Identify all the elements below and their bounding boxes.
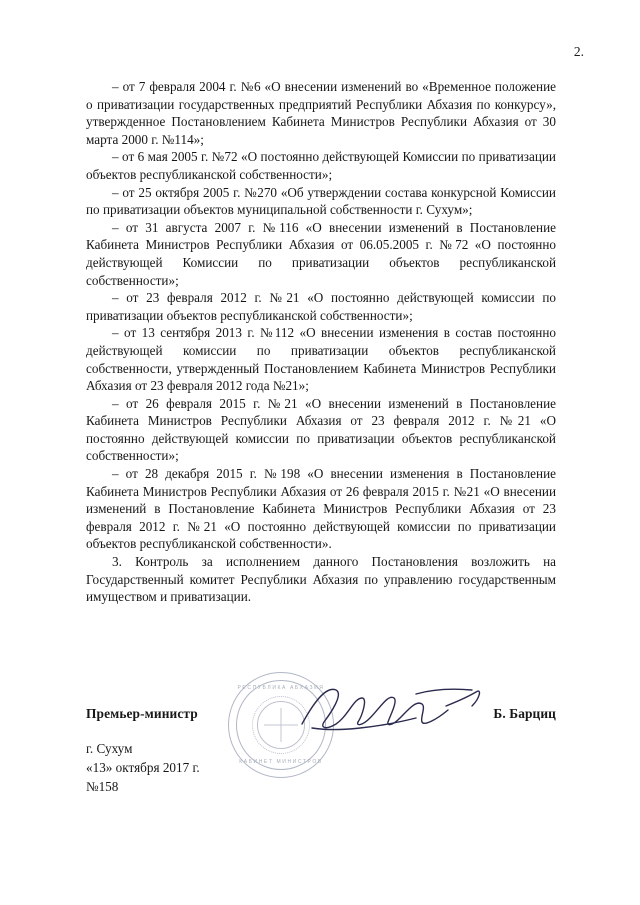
signer-name: Б. Барциц [493,706,556,721]
stamp-bottom-text: КАБИНЕТ МИНИСТРОВ [239,759,323,765]
paragraph: – от 13 сентября 2013 г. №112 «О внесении изменения в состав постоянно действующей комиссии по приватизации объектов республиканской собственности, утвержденный Постановлением Кабинета Министров Республики Абхазия от 23 февраля 2012 года №21»; [86,325,556,394]
place-line: г. Сухум [86,741,133,756]
document-body [86,78,556,606]
page-number: 2. [573,44,584,59]
place-date-number [86,739,556,796]
date-line: «13» октября 2017 г. [86,760,200,775]
paragraph: 3. Контроль за исполнением данного Постановления возложить на Государственный комитет Республики Абхазия по управлению государственным имуществом и приватизации. [86,554,556,605]
stamp-top-text: РЕСПУБЛИКА АБХАЗИЯ [237,685,325,691]
paragraph: – от 6 мая 2005 г. №72 «О постоянно действующей Комиссии по приватизации объектов республиканской собственности»; [86,149,556,182]
signature-row [86,706,556,722]
paragraph: – от 7 февраля 2004 г. №6 «О внесении изменений во «Временное положение о приватизации государственных предприятий Республики Абхазия по конкурсу», утвержденное Постановлением Кабинета Министров Республики Абхазия от 30 марта 2000 г. №114»; [86,79,556,147]
paragraph: – от 25 октября 2005 г. №270 «Об утверждении состава конкурсной Комиссии по приватизации объектов муниципальной собственности г. Сухум»; [86,184,556,218]
signer-title: Премьер-министр [86,706,198,721]
paragraph: – от 28 декабря 2015 г. №198 «О внесении изменения в Постановление Кабинета Министров Республики Абхазия от 26 февраля 2015 г. №21 «О внесении изменений в Постановление Кабинета Министров Республики Абхазия от 23 февраля 2012 г. №21 «О постоянно действующей комиссии по приватизации объектов республиканской собственности». [86,466,556,552]
signature-block [86,706,556,796]
paragraph: – от 26 февраля 2015 г. №21 «О внесении изменений в Постановление Кабинета Министров Республики Абхазия от 23 февраля 2012 г. №21 «О постоянно действующей комиссии по приватизации объектов республиканской собственности»; [86,395,556,464]
document-number: №158 [86,779,119,794]
paragraph: – от 31 августа 2007 г. №116 «О внесении изменений в Постановление Кабинета Министров Республики Абхазия от 06.05.2005 г. №72 «О постоянно действующей Комиссии по приватизации объектов республиканской собственности»; [86,219,556,288]
paragraph: – от 23 февраля 2012 г. №21 «О постоянно действующей комиссии по приватизации объектов республиканской собственности»; [86,290,556,323]
